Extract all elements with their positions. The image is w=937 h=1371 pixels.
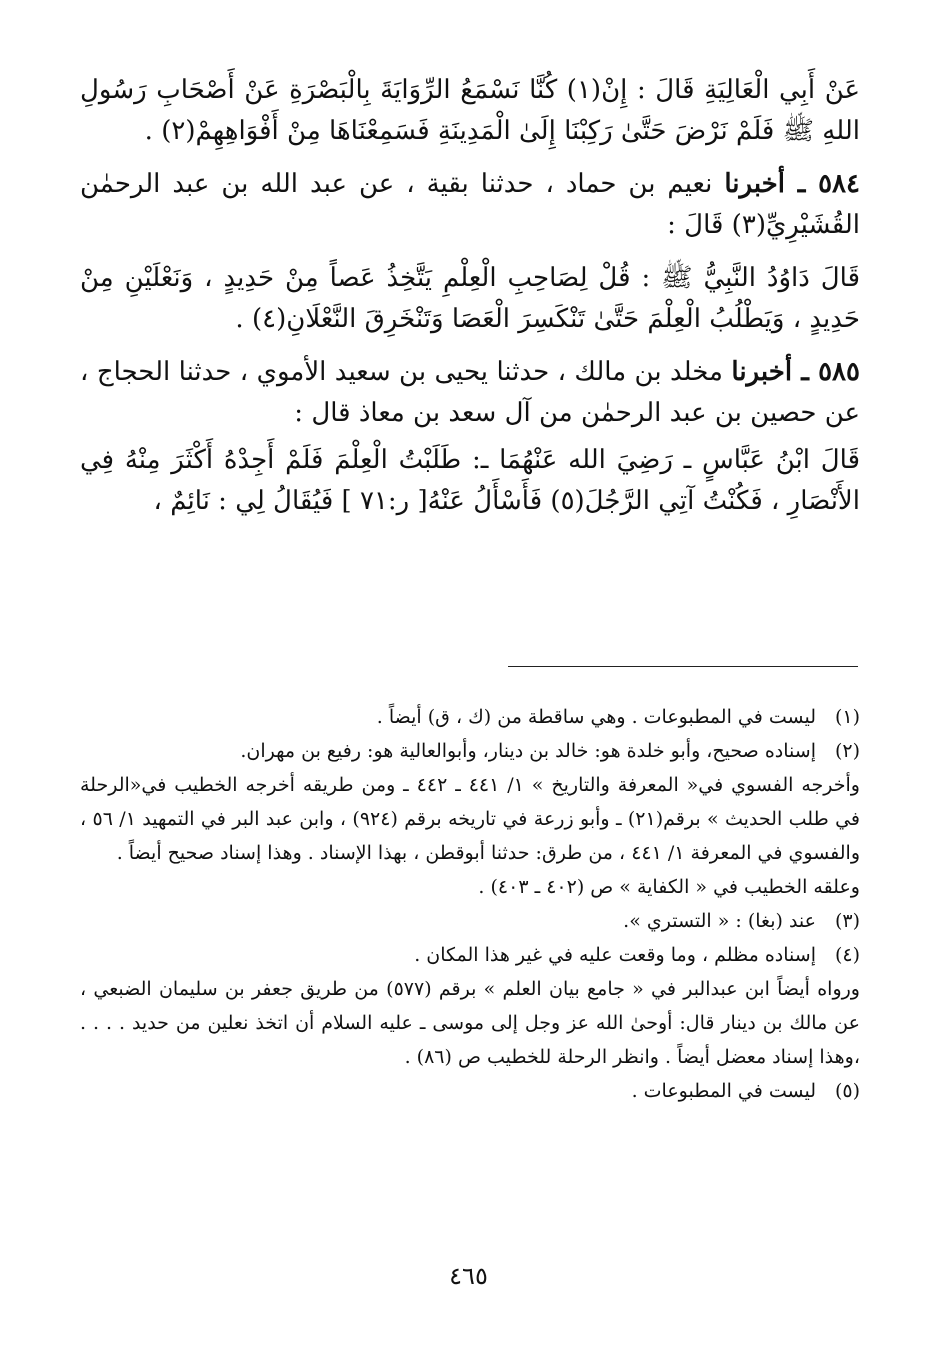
hadith-number-584: ٥٨٤ ـ أخبرنا xyxy=(724,169,860,199)
paragraph-584 xyxy=(80,164,860,246)
footnote-text: إسناده مظلم ، وما وقعت عليه في غير هذا المكان . xyxy=(414,944,816,966)
footnote-2 xyxy=(80,734,860,768)
footnote-text: إسناده صحيح، وأبو خلدة هو: خالد بن دينار، وأبوالعالية هو: رفيع بن مهران. xyxy=(240,740,816,762)
hadith-number-585: ٥٨٥ ـ أخبرنا xyxy=(731,357,860,387)
paragraph-5: قَالَ ابْنُ عَبَّاسٍ ـ رَضِيَ الله عَنْهُمَا ـ: طَلَبْتُ الْعِلْمَ فَلَمْ أَجِدْهُ أَكْثَرَ مِنْهُ فِي الأَنْصَارِ ، فَكُنْتُ آتِي الرَّجُلَ(٥) فَأَسْأَلُ عَنْهُ[ ر:٧١ ] فَيُقَالُ لِي : نَائِمٌ ، xyxy=(80,445,860,516)
footnote-number: (٤) xyxy=(834,944,860,966)
footnote-2-continuation: وأخرجه الفسوي في« المعرفة والتاريخ » ١/ ٤٤١ ـ ٤٤٢ ـ ومن طريقه أخرجه الخطيب في«الرحلة في طلب الحديث » برقم(٢١) ـ وأبو زرعة في تاريخه برقم (٩٢٤) ، وابن عبد البر في التمهيد ١/ ٥٦ ، والفسوي في المعرفة ١/ ٤٤١ ، من طرق: حدثنا أبوقطن ، بهذا الإسناد . وهذا إسناد صحيح أيضاً . xyxy=(80,774,860,864)
footnote-2-continuation-2: وعلقه الخطيب في « الكفاية » ص (٤٠٢ ـ ٤٠٣) . xyxy=(478,876,860,898)
footnotes xyxy=(80,700,860,1108)
page-number: ٤٦٥ xyxy=(449,1262,488,1290)
footnote-number: (٥) xyxy=(834,1080,860,1102)
footnote-text: ليست في المطبوعات . xyxy=(631,1080,816,1102)
main-text xyxy=(80,70,860,522)
footnote-number: (٣) xyxy=(834,910,860,932)
paragraph-585-text: مخلد بن مالك ، حدثنا يحيى بن سعيد الأموي ، حدثنا الحجاج ، عن حصين بن عبد الرحمٰن من آل سعد بن معاذ قال : xyxy=(80,357,860,428)
paragraph-3: قَالَ دَاوُدُ النَّبِيُّ ﷺ : قُلْ لِصَاحِبِ الْعِلْمِ يَتَّخِذُ عَصاً مِنْ حَدِيدٍ ، وَنَعْلَيْنِ مِنْ حَدِيدٍ ، وَيَطْلُبُ الْعِلْمَ حَتَّىٰ تَنْكَسِرَ الْعَصَا وَتَنْخَرِقَ النَّعْلَانِ(٤) . xyxy=(80,263,860,334)
footnote-text: عند (بغا) : « التستري ». xyxy=(623,910,816,932)
footnote-number: (٢) xyxy=(834,740,860,762)
footnote-4-continuation: ورواه أيضاً ابن عبدالبر في « جامع بيان العلم » برقم (٥٧٧) من طريق جعفر بن سليمان الضبعي ، عن مالك بن دينار قال: أوحىٰ الله عز وجل إلى موسى ـ عليه السلام أن اتخذ نعلين من حديد . . . . ،وهذا إسناد معضل أيضاً . وانظر الرحلة للخطيب ص (٨٦) . xyxy=(80,978,860,1068)
footnote-number: (١) xyxy=(834,706,860,728)
footnote-1 xyxy=(80,700,860,734)
footnote-3 xyxy=(80,904,860,938)
footnote-text: ليست في المطبوعات . وهي ساقطة من (ك ، ق) أيضاً . xyxy=(376,706,816,728)
footnote-divider xyxy=(508,666,858,667)
footnote-4 xyxy=(80,938,860,972)
paragraph-1: عَنْ أَبِي الْعَالِيَةِ قَالَ : إِنْ(١) كُنَّا نَسْمَعُ الرِّوَايَةَ بِالْبَصْرَةِ عَنْ أَصْحَابِ رَسُولِ اللهِ ﷺ فَلَمْ نَرْضَ حَتَّىٰ رَكِبْنَا إِلَىٰ الْمَدِينَةِ فَسَمِعْنَاهَا مِنْ أَفْوَاهِهِمْ(٢) . xyxy=(80,75,861,146)
paragraph-585 xyxy=(80,352,860,434)
footnote-5 xyxy=(80,1074,860,1108)
paragraph-584-text: نعيم بن حماد ، حدثنا بقية ، عن عبد الله بن عبد الرحمٰن القُشَيْرِيِّ(٣) قَالَ : xyxy=(80,169,860,240)
